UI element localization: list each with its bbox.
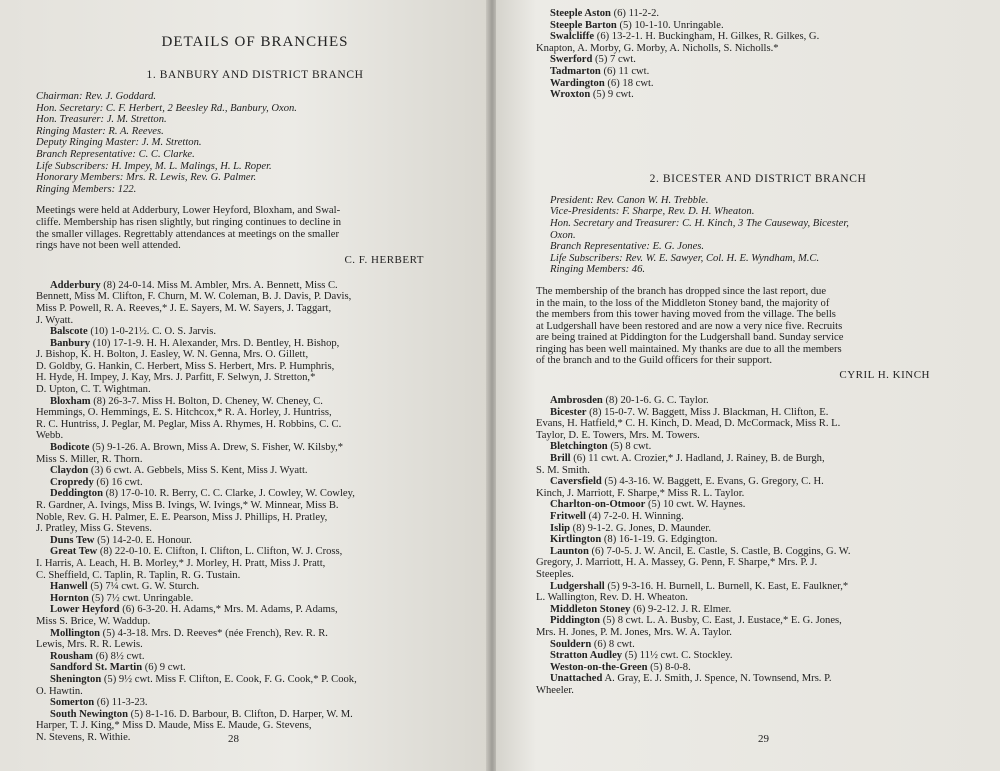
entry-line: Hornton (5) 7½ cwt. Unringable. — [50, 592, 194, 604]
tower-name: Brill — [550, 453, 571, 465]
banbury-tower-list-continued — [536, 8, 980, 101]
page-number-right: 29 — [758, 733, 769, 745]
officer-line: Life Subscribers: Rev. W. E. Sawyer, Col. H. E. Wyndham, M.C. — [550, 252, 820, 264]
tower-entry — [36, 396, 474, 442]
tower-entry — [536, 54, 980, 66]
tower-name: Swerford — [550, 54, 593, 66]
officer-line: President: Rev. Canon W. H. Trebble. — [550, 194, 709, 206]
bicester-officers — [536, 195, 980, 276]
report-line: ringing has been well maintained. My thanks are due to all the members — [536, 343, 842, 355]
entry-line: D. Goldby, G. Hankin, C. Herbert, Miss S. Herbert, Mrs. P. Humphris, — [36, 360, 335, 372]
tower-name: Caversfield — [550, 476, 602, 488]
report-line: The membership of the branch has dropped since the last report, due — [536, 285, 827, 297]
entry-line: L. Wallington, Rev. D. H. Wheaton. — [536, 592, 688, 604]
tower-name: Ambrosden — [550, 395, 603, 407]
entry-line: Banbury (10) 17-1-9. H. H. Alexander, Mrs. D. Bentley, H. Bishop, — [50, 337, 340, 349]
tower-entry — [36, 535, 474, 547]
entry-line: Adderbury (8) 24-0-14. Miss M. Ambler, Mrs. A. Bennett, Miss C. — [50, 279, 338, 291]
tower-name: Bodicote — [50, 442, 90, 454]
entry-line: R. Gardner, A. Ivings, Miss B. Ivings, W. Ivings,* W. Minnear, Miss B. — [36, 500, 339, 511]
entry-line: O. Hawtin. — [36, 685, 83, 697]
tower-name: Hornton — [50, 592, 89, 604]
tower-name: Hanwell — [50, 581, 88, 593]
entry-line: D. Upton, C. T. Wightman. — [36, 384, 151, 396]
entry-line: S. M. Smith. — [536, 464, 590, 476]
banbury-report — [36, 205, 474, 251]
tower-name: Duns Tew — [50, 534, 95, 546]
entry-line: Miss S. Miller, R. Thorn. — [36, 453, 143, 465]
tower-name: Kirtlington — [550, 534, 602, 546]
entry-line: Swalcliffe (6) 13-2-1. H. Buckingham, H. Gilkes, R. Gilkes, G. — [550, 31, 820, 43]
entry-line: Gregory, J. Marriott, H. A. Massey, G. Penn, F. Sharpe,* Mrs. P. J. — [536, 557, 818, 569]
entry-line: Kinch, J. Marriott, F. Sharpe,* Miss R. L. Taylor. — [536, 487, 745, 499]
entry-line: Islip (8) 9-1-2. G. Jones, D. Maunder. — [550, 522, 711, 534]
entry-line: J. Pratley, Miss G. Stevens. — [36, 523, 152, 535]
entry-line: J. Bishop, K. H. Bolton, J. Easley, W. N. Genna, Mrs. O. Gillett, — [36, 349, 309, 361]
entry-line: Caversfield (5) 4-3-16. W. Baggett, E. Evans, G. Gregory, C. H. — [550, 476, 824, 488]
tower-entry — [36, 593, 474, 605]
tower-entry — [536, 662, 980, 674]
tower-name: Ludgershall — [550, 580, 605, 592]
report-line: in the main, to the loss of the Middleton Stoney band, the majority of — [536, 297, 830, 309]
tower-entry — [36, 709, 474, 744]
officer-line: Ringing Members: 122. — [36, 183, 137, 195]
tower-name: Bloxham — [50, 395, 91, 407]
entry-line: South Newington (5) 8-1-16. D. Barbour, B. Clifton, D. Harper, W. M. — [50, 708, 353, 720]
entry-line: Wroxton (5) 9 cwt. — [550, 89, 634, 101]
entry-line: Wheeler. — [536, 684, 574, 696]
entry-line: Cropredy (6) 16 cwt. — [50, 476, 143, 488]
entry-line: N. Stevens, R. Withie. — [36, 731, 131, 743]
entry-line: I. Harris, A. Leach, H. B. Morley,* J. Morley, H. Pratt, Miss J. Pratt, — [36, 557, 326, 569]
entry-line: J. Wyatt. — [36, 314, 74, 326]
page-title: DETAILS OF BRANCHES — [161, 34, 349, 50]
tower-entry — [536, 604, 980, 616]
tower-name: Unattached — [550, 673, 603, 685]
report-line: rings have not been well attended. — [36, 240, 181, 252]
tower-entry — [536, 639, 980, 651]
tower-entry — [36, 697, 474, 709]
entry-line: Bicester (8) 15-0-7. W. Baggett, Miss J. Blackman, H. Clifton, E. — [550, 406, 829, 418]
tower-name: Stratton Audley — [550, 650, 623, 662]
entry-line: Brill (6) 11 cwt. A. Crozier,* J. Hadland, J. Rainey, B. de Burgh, — [550, 453, 825, 465]
entry-line: Wardington (6) 18 cwt. — [550, 77, 654, 89]
tower-entry — [536, 523, 980, 535]
tower-entry — [36, 651, 474, 663]
tower-name: South Newington — [50, 708, 128, 720]
tower-entry — [536, 66, 980, 78]
entry-line: Bloxham (8) 26-3-7. Miss H. Bolton, D. Cheney, W. Cheney, C. — [50, 395, 323, 407]
tower-entry — [36, 662, 474, 674]
tower-name: Bletchington — [550, 441, 608, 453]
report-line: Meetings were held at Adderbury, Lower Heyford, Bloxham, and Swal- — [36, 205, 341, 217]
entry-line: Hanwell (5) 7¼ cwt. G. W. Sturch. — [50, 581, 200, 593]
report-line: at Ludgershall have been restored and are now a very nice five. Recruits — [536, 320, 843, 332]
entry-line: Weston-on-the-Green (5) 8-0-8. — [550, 661, 691, 673]
officer-line: Vice-Presidents: F. Sharpe, Rev. D. H. Wheaton. — [550, 206, 755, 218]
tower-name: Banbury — [50, 337, 91, 349]
entry-line: Evans, H. Hatfield,* C. H. Kinch, D. Mead, D. McCormack, Miss R. L. — [536, 418, 841, 430]
tower-entry — [536, 78, 980, 90]
officer-line: Life Subscribers: H. Impey, M. L. Malings, H. L. Roper. — [36, 160, 272, 172]
entry-line: Swerford (5) 7 cwt. — [550, 54, 636, 66]
officer-line: Honorary Members: Mrs. R. Lewis, Rev. G. Palmer. — [36, 172, 257, 184]
tower-name: Balscote — [50, 326, 88, 338]
tower-entry — [536, 31, 980, 54]
tower-entry — [536, 511, 980, 523]
entry-line: Claydon (3) 6 cwt. A. Gebbels, Miss S. Kent, Miss J. Wyatt. — [50, 465, 308, 477]
entry-line: Unattached A. Gray, E. J. Smith, J. Spence, N. Townsend, Mrs. P. — [550, 673, 832, 685]
tower-entry — [536, 453, 980, 476]
entry-line: C. Sheffield, C. Taplin, R. Taplin, R. G. Tustain. — [36, 569, 241, 581]
entry-line: Somerton (6) 11-3-23. — [50, 697, 148, 709]
tower-name: Claydon — [50, 465, 89, 477]
tower-name: Adderbury — [50, 279, 101, 291]
bicester-signature: CYRIL H. KINCH — [839, 369, 930, 382]
tower-name: Steeple Aston — [550, 8, 611, 19]
entry-line: Piddington (5) 8 cwt. L. A. Busby, C. East, J. Eustace,* E. G. Jones, — [550, 615, 842, 627]
tower-name: Great Tew — [50, 546, 98, 558]
tower-name: Rousham — [50, 650, 93, 662]
tower-name: Steeple Barton — [550, 19, 617, 31]
entry-line: Bennett, Miss M. Clifton, F. Churn, M. W. Coleman, B. J. Davis, P. Davis, — [36, 291, 352, 303]
tower-entry — [536, 673, 980, 696]
officer-line: Hon. Secretary and Treasurer: C. H. Kinch, 3 The Causeway, Bicester, — [550, 217, 849, 229]
tower-entry — [36, 477, 474, 489]
tower-name: Sandford St. Martin — [50, 662, 143, 674]
blank-space — [536, 101, 980, 167]
page-number-left: 28 — [228, 733, 239, 745]
entry-line: Middleton Stoney (6) 9-2-12. J. R. Elmer. — [550, 603, 732, 615]
entry-line: Miss P. Powell, R. A. Reeves,* J. E. Sayers, M. W. Sayers, J. Taggart, — [36, 302, 332, 314]
tower-name: Souldern — [550, 638, 592, 650]
tower-entry — [536, 8, 980, 20]
entry-line: Kirtlington (8) 16-1-19. G. Edgington. — [550, 534, 718, 546]
entry-line: Souldern (6) 8 cwt. — [550, 638, 635, 650]
entry-line: Fritwell (4) 7-2-0. H. Winning. — [550, 511, 684, 522]
officer-line: Hon. Secretary: C. F. Herbert, 2 Beesley Rd., Banbury, Oxon. — [36, 102, 297, 114]
entry-line: Lewis, Mrs. R. R. Lewis. — [36, 639, 143, 651]
tower-name: Cropredy — [50, 476, 94, 488]
entry-line: Miss S. Brice, W. Waddup. — [36, 615, 151, 627]
tower-entry — [536, 20, 980, 32]
tower-name: Wroxton — [550, 89, 591, 101]
entry-line: Mollington (5) 4-3-18. Mrs. D. Reeves* (née French), Rev. R. R. — [50, 627, 328, 639]
tower-entry — [36, 338, 474, 396]
entry-line: Steeples. — [536, 568, 574, 580]
entry-line: Taylor, D. E. Towers, Mrs. M. Towers. — [536, 429, 700, 441]
tower-name: Weston-on-the-Green — [550, 661, 648, 673]
tower-name: Tadmarton — [550, 65, 601, 77]
officer-line: Hon. Treasurer: J. M. Stretton. — [36, 114, 167, 126]
report-line: cliffe. Membership has risen slightly, but ringing continues to decline in — [36, 216, 342, 228]
banbury-signature: C. F. HERBERT — [344, 253, 424, 266]
tower-entry — [536, 534, 980, 546]
tower-name: Swalcliffe — [550, 31, 595, 43]
entry-line: Steeple Barton (5) 10-1-10. Unringable. — [550, 19, 724, 31]
bicester-report — [536, 286, 980, 367]
tower-name: Shenington — [50, 673, 102, 685]
officer-line: Ringing Master: R. A. Reeves. — [36, 125, 164, 137]
entry-line: Balscote (10) 1-0-21½. C. O. S. Jarvis. — [50, 326, 216, 338]
tower-name: Islip — [550, 522, 571, 534]
report-line: the smaller villages. Regrettably attendances at meetings on the smaller — [36, 228, 339, 240]
tower-entry — [536, 476, 980, 499]
entry-line: R. C. Huntriss, J. Peglar, M. Peglar, Miss A. Rhymes, H. Robbins, C. C. — [36, 418, 342, 430]
report-line: of the branch and to the Guild officers for their support. — [536, 355, 773, 367]
officer-line: Branch Representative: E. G. Jones. — [550, 241, 705, 253]
entry-line: Hemmings, O. Hemmings, E. S. Hitchcox,* R. A. Horley, J. Huntriss, — [36, 407, 332, 419]
branch-heading-banbury: 1. BANBURY AND DISTRICT BRANCH — [146, 69, 364, 81]
tower-name: Bicester — [550, 406, 587, 418]
entry-line: Shenington (5) 9½ cwt. Miss F. Clifton, E. Cook, F. G. Cook,* P. Cook, — [50, 673, 357, 685]
entry-line: Noble, Rev. G. H. Palmer, E. E. Pearson, Miss J. Phillips, H. Pratley, — [36, 511, 328, 523]
entry-line: Ludgershall (5) 9-3-16. H. Burnell, L. Burnell, K. East, E. Faulkner,* — [550, 580, 849, 592]
tower-entry — [36, 488, 474, 534]
entry-line: Launton (6) 7-0-5. J. W. Ancil, E. Castle, S. Castle, B. Coggins, G. W. — [550, 545, 851, 557]
entry-line: Deddington (8) 17-0-10. R. Berry, C. C. Clarke, J. Cowley, W. Cowley, — [50, 488, 355, 500]
tower-entry — [36, 604, 474, 627]
entry-line: Rousham (6) 8½ cwt. — [50, 650, 145, 662]
officer-line: Chairman: Rev. J. Goddard. — [36, 91, 157, 102]
tower-entry — [36, 280, 474, 326]
tower-name: Wardington — [550, 77, 605, 89]
tower-entry — [536, 650, 980, 662]
entry-line: Harper, T. J. King,* Miss D. Maude, Miss E. Maude, G. Stevens, — [36, 720, 312, 732]
entry-line: Charlton-on-Otmoor (5) 10 cwt. W. Haynes. — [550, 499, 746, 511]
entry-line: Bletchington (5) 8 cwt. — [550, 441, 652, 453]
banbury-tower-list — [36, 280, 474, 744]
branch-heading-bicester: 2. BICESTER AND DISTRICT BRANCH — [649, 172, 867, 185]
entry-line: Sandford St. Martin (6) 9 cwt. — [50, 662, 186, 674]
left-page — [0, 0, 488, 771]
officer-line: Oxon. — [550, 229, 576, 241]
entry-line: Webb. — [36, 430, 64, 442]
officer-line: Branch Representative: C. C. Clarke. — [36, 148, 195, 160]
tower-entry — [36, 465, 474, 477]
right-page — [496, 0, 1000, 771]
tower-name: Fritwell — [550, 511, 586, 522]
entry-line: Bodicote (5) 9-1-26. A. Brown, Miss A. Drew, S. Fisher, W. Kilsby,* — [50, 442, 344, 454]
entry-line: Tadmarton (6) 11 cwt. — [550, 65, 650, 77]
tower-name: Middleton Stoney — [550, 603, 631, 615]
tower-name: Lower Heyford — [50, 604, 120, 616]
tower-entry — [536, 615, 980, 638]
tower-entry — [536, 395, 980, 407]
report-line: the members from this tower having moved from the village. The bells — [536, 309, 836, 321]
tower-entry — [536, 546, 980, 581]
entry-line: H. Hyde, H. Impey, J. Kay, Mrs. J. Parfitt, F. Selwyn, J. Stretton,* — [36, 372, 316, 384]
tower-entry — [536, 441, 980, 453]
tower-name: Charlton-on-Otmoor — [550, 499, 646, 511]
entry-line: Steeple Aston (6) 11-2-2. — [550, 8, 660, 19]
tower-name: Piddington — [550, 615, 601, 627]
officer-line: Ringing Members: 46. — [550, 264, 646, 276]
entry-line: Knapton, A. Morby, G. Morby, A. Nicholls, S. Nicholls.* — [536, 42, 779, 54]
tower-name: Launton — [550, 545, 589, 557]
entry-line: Ambrosden (8) 20-1-6. G. C. Taylor. — [550, 395, 709, 407]
entry-line: Duns Tew (5) 14-2-0. E. Honour. — [50, 534, 192, 546]
banbury-officers — [36, 91, 474, 195]
tower-entry — [36, 326, 474, 338]
tower-entry — [536, 581, 980, 604]
tower-entry — [36, 674, 474, 697]
entry-line: Stratton Audley (5) 11½ cwt. C. Stockley. — [550, 650, 733, 662]
tower-entry — [36, 442, 474, 465]
tower-entry — [536, 89, 980, 101]
entry-line: Great Tew (8) 22-0-10. E. Clifton, I. Clifton, L. Clifton, W. J. Cross, — [50, 546, 343, 558]
tower-entry — [536, 499, 980, 511]
tower-entry — [36, 628, 474, 651]
tower-name: Deddington — [50, 488, 103, 500]
tower-entry — [36, 546, 474, 581]
entry-line: Mrs. H. Jones, P. M. Jones, Mrs. W. A. Taylor. — [536, 626, 732, 638]
tower-name: Somerton — [50, 697, 95, 709]
officer-line: Deputy Ringing Master: J. M. Stretton. — [36, 137, 202, 149]
tower-name: Mollington — [50, 627, 101, 639]
entry-line: Lower Heyford (6) 6-3-20. H. Adams,* Mrs. M. Adams, P. Adams, — [50, 604, 338, 616]
bicester-tower-list — [536, 395, 980, 696]
report-line: are being trained at Piddington for the Ludgershall band. Sunday service — [536, 332, 844, 344]
tower-entry — [36, 581, 474, 593]
tower-entry — [536, 407, 980, 442]
